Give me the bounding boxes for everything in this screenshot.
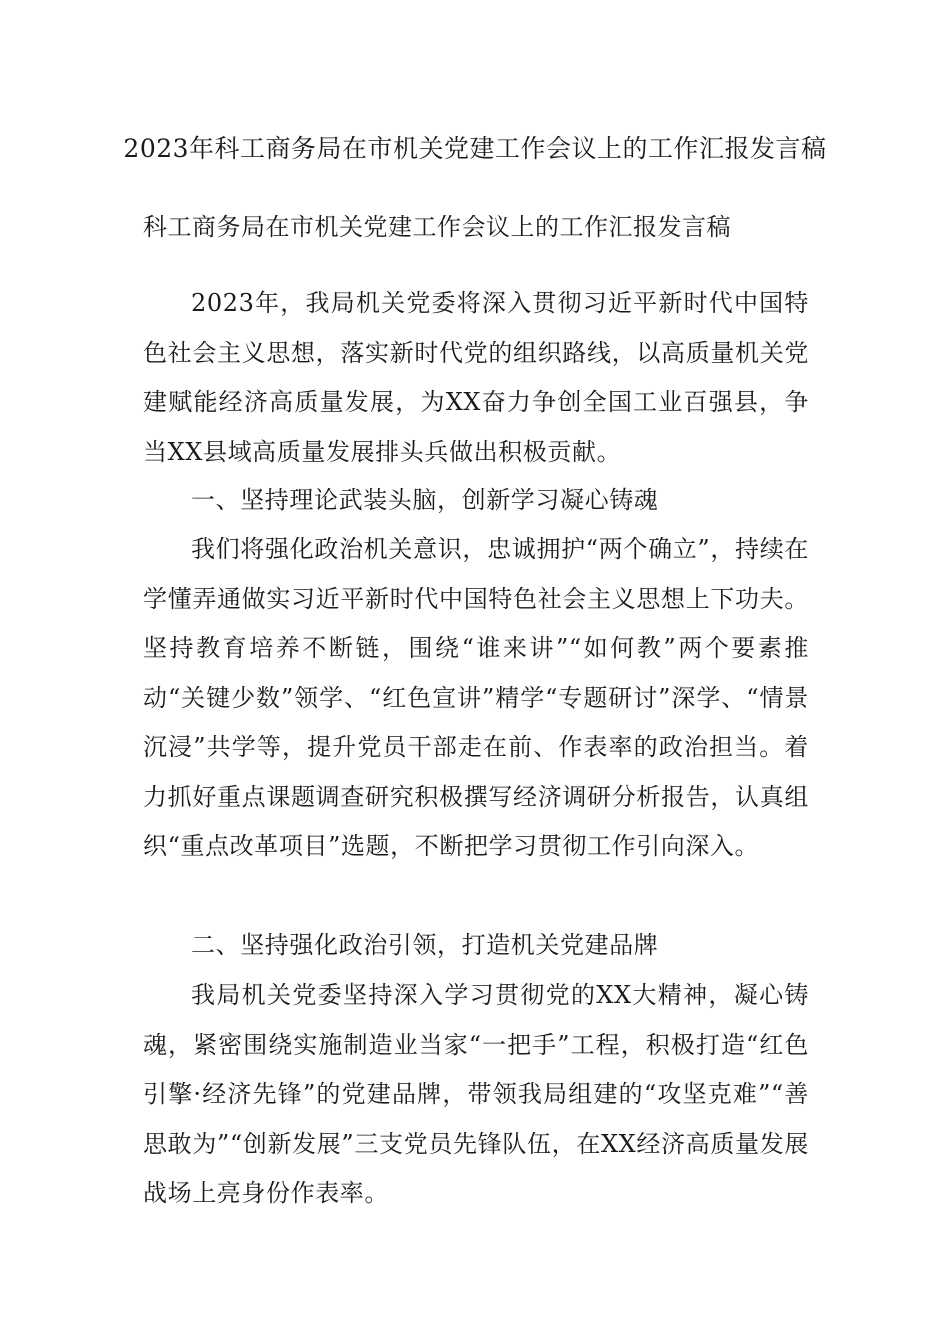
document-title: 2023年科工商务局在市机关党建工作会议上的工作汇报发言稿: [123, 134, 827, 163]
section-2-heading: 二、坚持强化政治引领，打造机关党建品牌: [191, 931, 659, 959]
section-2-body: 我局机关党委坚持深入学习贯彻党的XX大精神，凝心铸魂，紧密围绕实施制造业当家“一把手”工程，积极打造“红色引擎·经济先锋”的党建品牌，带领我局组建的“攻坚克难”“善思敢为”“创新发展”三支党员先锋队伍，在XX经济高质量发展战场上亮身份作表率。: [143, 981, 809, 1207]
document-subtitle: 科工商务局在市机关党建工作会议上的工作汇报发言稿: [143, 213, 731, 241]
section-1-heading: 一、坚持理论武装头脑，创新学习凝心铸魂: [191, 486, 659, 514]
intro-paragraph: 2023年，我局机关党委将深入贯彻习近平新时代中国特色社会主义思想，落实新时代党的组织路线，以高质量机关党建赋能经济高质量发展，为XX奋力争创全国工业百强县，争当XX县域高质量发展排头兵做出积极贡献。: [143, 289, 809, 466]
section-1-body: 我们将强化政治机关意识，忠诚拥护“两个确立”，持续在学懂弄通做实习近平新时代中国特色社会主义思想上下功夫。坚持教育培养不断链，围绕“谁来讲”“如何教”两个要素推动“关键少数”领学、“红色宣讲”精学“专题研讨”深学、“情景沉浸”共学等，提升党员干部走在前、作表率的政治担当。着力抓好重点课题调查研究积极撰写经济调研分析报告，认真组织“重点改革项目”选题，不断把学习贯彻工作引向深入。: [143, 535, 809, 860]
